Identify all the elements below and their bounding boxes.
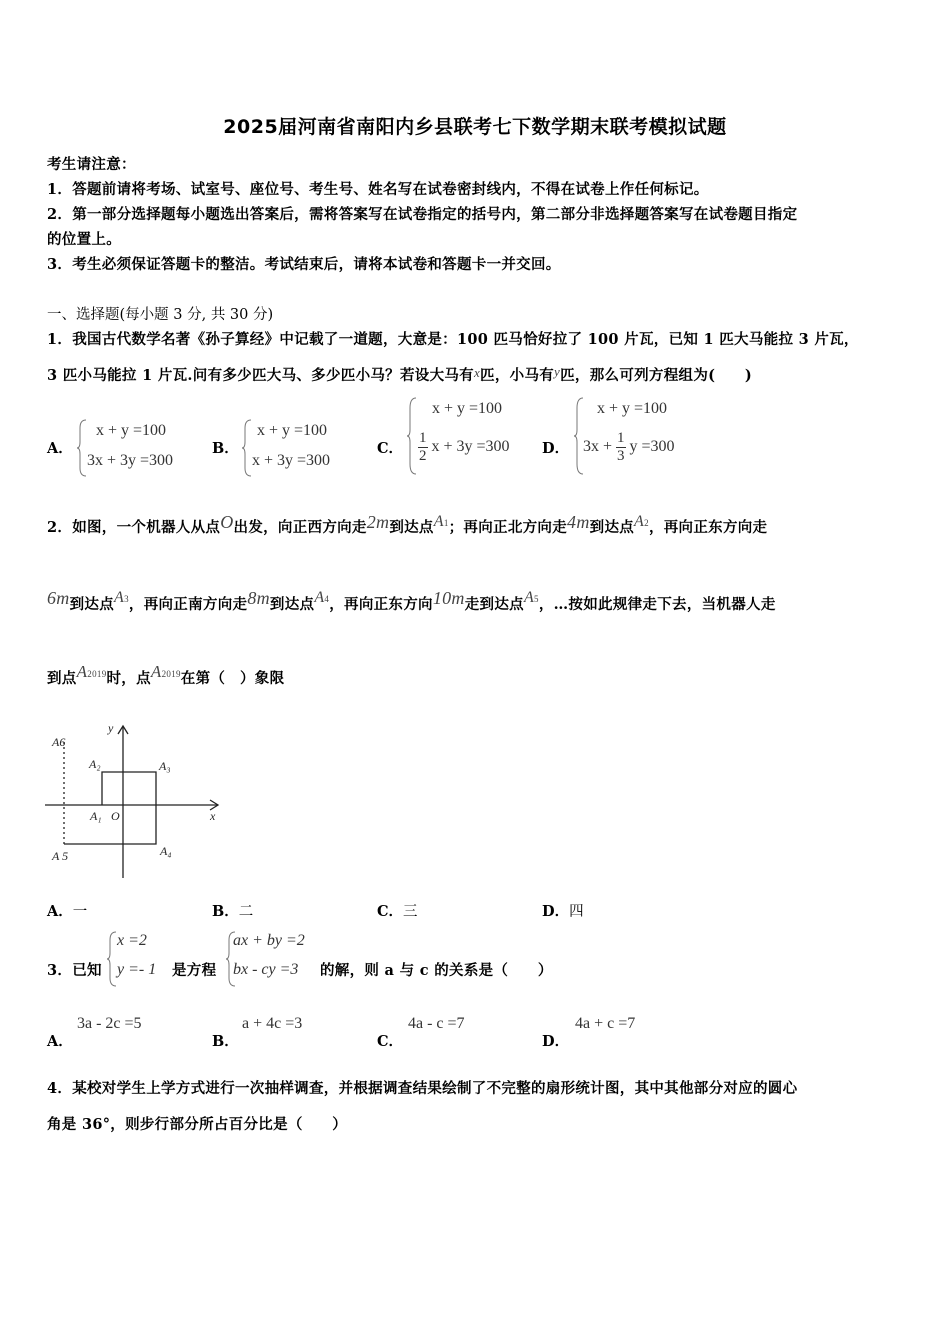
q2-text: ，再向正东方向 — [329, 596, 433, 613]
q1-option-a-label[interactable]: A． — [47, 440, 73, 457]
equation: 3x + 3y =300 — [87, 452, 174, 469]
option-text: 三 — [403, 904, 418, 920]
distance: 4m — [567, 512, 590, 532]
equation — [583, 430, 675, 465]
label-x: x — [210, 809, 216, 823]
label-a4: A₄ — [160, 844, 172, 858]
q1-option-b-system — [241, 418, 371, 478]
point-o: O — [220, 512, 234, 532]
q2-text: ，…按如此规律走下去，当机器人走 — [538, 596, 776, 613]
equation: x + y =100 — [257, 422, 328, 439]
q2-option-a[interactable] — [47, 900, 87, 921]
q1-option-c-system — [406, 396, 541, 476]
q4-line1: 4．某校对学生上学方式进行一次抽样调查，并根据调查结果绘制了不完整的扇形统计图，其中其他部分对应的圆心 — [47, 1080, 798, 1097]
label-y: y — [108, 721, 114, 735]
q3-prefix: 3．已知 — [47, 962, 102, 979]
equation: x =2 — [117, 932, 147, 949]
q2-line3 — [47, 662, 284, 688]
option-label: D． — [542, 903, 570, 920]
q1-text: 3 匹小马能拉 1 片瓦.问有多少匹大马、多少匹小马？若设大马有 — [47, 367, 474, 384]
q2-text: 到点 — [47, 670, 77, 687]
q4-line2: 角是 36°，则步行部分所占百分比是（ ） — [47, 1116, 348, 1133]
option-label: A． — [47, 903, 73, 920]
q2-line1 — [47, 512, 767, 537]
q3-option-b-text: a + 4c =3 — [242, 1015, 303, 1032]
q2-option-d[interactable] — [542, 900, 584, 921]
equation — [418, 430, 510, 465]
label-a5: A 5 — [52, 849, 69, 863]
q3-equation-system — [225, 930, 320, 988]
q2-text: 2．如图，一个机器人从点 — [47, 519, 221, 536]
q2-text: 到达点 — [69, 596, 115, 613]
fraction-denominator: 2 — [419, 448, 427, 464]
point-label: A — [114, 589, 125, 606]
equation: bx - cy =3 — [233, 961, 299, 978]
q2-text: 走到达点 — [464, 596, 524, 613]
q3-option-c-label[interactable]: C． — [377, 1033, 404, 1050]
fraction-numerator: 1 — [419, 430, 427, 446]
equation-prefix: 3x + — [583, 438, 613, 456]
distance: 2m — [366, 512, 390, 532]
distance: 10m — [432, 588, 465, 608]
q2-option-b[interactable] — [212, 900, 253, 921]
option-text: 四 — [569, 904, 584, 920]
subscript: 4 — [324, 594, 330, 604]
notice-heading: 考生请注意： — [47, 156, 136, 173]
q2-text: 到达点 — [389, 519, 434, 536]
option-label: C． — [377, 903, 404, 920]
point-label: A — [433, 513, 444, 530]
distance: 8m — [247, 588, 270, 608]
point-label: A — [634, 513, 645, 530]
q3-option-c-text: 4a - c =7 — [408, 1015, 465, 1032]
label-a3: A₃ — [159, 759, 171, 773]
q3-option-d-text: 4a + c =7 — [575, 1015, 636, 1032]
point-label: A — [314, 589, 325, 606]
notice-item: 2．第一部分选择题每小题选出答案后，需将答案写在试卷指定的括号内，第二部分非选择题答案写在试卷题目指定 — [47, 206, 798, 223]
label-origin: O — [111, 809, 120, 823]
q2-line2 — [47, 588, 776, 614]
q3-text: 的解，则 a 与 c 的关系是（ ） — [320, 962, 553, 979]
equation: y =- 1 — [117, 961, 157, 978]
point-label: A — [150, 662, 162, 681]
q1-option-b-label[interactable]: B． — [212, 440, 239, 457]
q3-text: 是方程 — [172, 962, 217, 979]
notice-item: 1．答题前请将考场、试室号、座位号、考生号、姓名写在试卷密封线内，不得在试卷上作任何标记。 — [47, 181, 709, 198]
subscript: 2 — [644, 518, 649, 528]
subscript: 5 — [534, 594, 539, 604]
q3-option-b-label[interactable]: B． — [212, 1033, 239, 1050]
q3-option-d-label[interactable]: D． — [542, 1033, 570, 1050]
q2-text: ；再向正北方向走 — [448, 519, 568, 536]
section-heading: 一、选择题(每小题 3 分, 共 30 分) — [47, 307, 274, 323]
q3-option-a-text: 3a - 2c =5 — [77, 1015, 142, 1032]
var-x: x — [473, 365, 481, 380]
q2-text: 到达点 — [589, 519, 635, 536]
label-a1: A₁ — [90, 809, 102, 823]
label-a2: A₂ — [89, 757, 101, 771]
point-label: A — [76, 662, 88, 681]
equation: x + y =100 — [432, 400, 503, 417]
brace-icon — [406, 396, 418, 476]
equation: ax + by =2 — [233, 932, 305, 949]
q1-text: 匹，小马有 — [480, 367, 555, 384]
robot-path — [64, 772, 156, 844]
q2-text: 时，点 — [106, 670, 151, 687]
q2-text: 在第（ ）象限 — [180, 670, 285, 687]
fraction-numerator: 1 — [617, 430, 625, 446]
q2-figure — [40, 718, 230, 883]
fraction-denominator: 3 — [617, 448, 625, 464]
option-text: 一 — [72, 904, 88, 920]
subscript: 2019 — [87, 669, 107, 679]
q2-text: ，再向正南方向走 — [128, 596, 248, 613]
subscript: 3 — [124, 594, 129, 604]
q1-line1: 1．我国古代数学名著《孙子算经》中记载了一道题，大意是：100 匹马恰好拉了 100 片瓦，已知 1 匹大马能拉 3 片瓦， — [47, 331, 859, 348]
q2-option-c[interactable] — [377, 900, 418, 921]
label-a6: A6 — [52, 735, 66, 749]
equation-rest: y =300 — [629, 438, 675, 456]
q1-option-a-system — [76, 418, 206, 478]
equation: x + 3y =300 — [252, 452, 331, 469]
notice-item: 的位置上。 — [47, 231, 121, 248]
q1-option-d-label[interactable]: D． — [542, 440, 570, 457]
point-label: A — [523, 589, 535, 606]
q1-option-c-label[interactable]: C． — [377, 440, 404, 457]
subscript: 1 — [443, 518, 449, 528]
q1-option-d-system — [573, 396, 708, 476]
q3-option-a-label[interactable]: A． — [47, 1033, 73, 1050]
option-label: B． — [212, 903, 239, 920]
distance: 6m — [47, 588, 70, 608]
equation: x + y =100 — [96, 422, 167, 439]
equation-rest: x + 3y =300 — [431, 438, 510, 456]
option-text: 二 — [238, 904, 254, 920]
page-title: 2025届河南省南阳内乡县联考七下数学期末联考模拟试题 — [223, 116, 727, 138]
q3-solution-system — [106, 930, 172, 988]
q2-text: 出发，向正西方向走 — [233, 519, 367, 536]
q1-line2 — [47, 364, 752, 385]
q1-text: 匹，那么可列方程组为( ) — [560, 367, 753, 384]
notice-item: 3．考生必须保证答题卡的整洁。考试结束后，请将本试卷和答题卡一并交回。 — [47, 256, 561, 273]
subscript: 2019 — [161, 669, 181, 679]
q2-text: ，再向正东方向走 — [648, 519, 768, 536]
var-y: y — [554, 364, 561, 379]
q2-text: 到达点 — [269, 596, 315, 613]
equation: x + y =100 — [597, 400, 668, 417]
